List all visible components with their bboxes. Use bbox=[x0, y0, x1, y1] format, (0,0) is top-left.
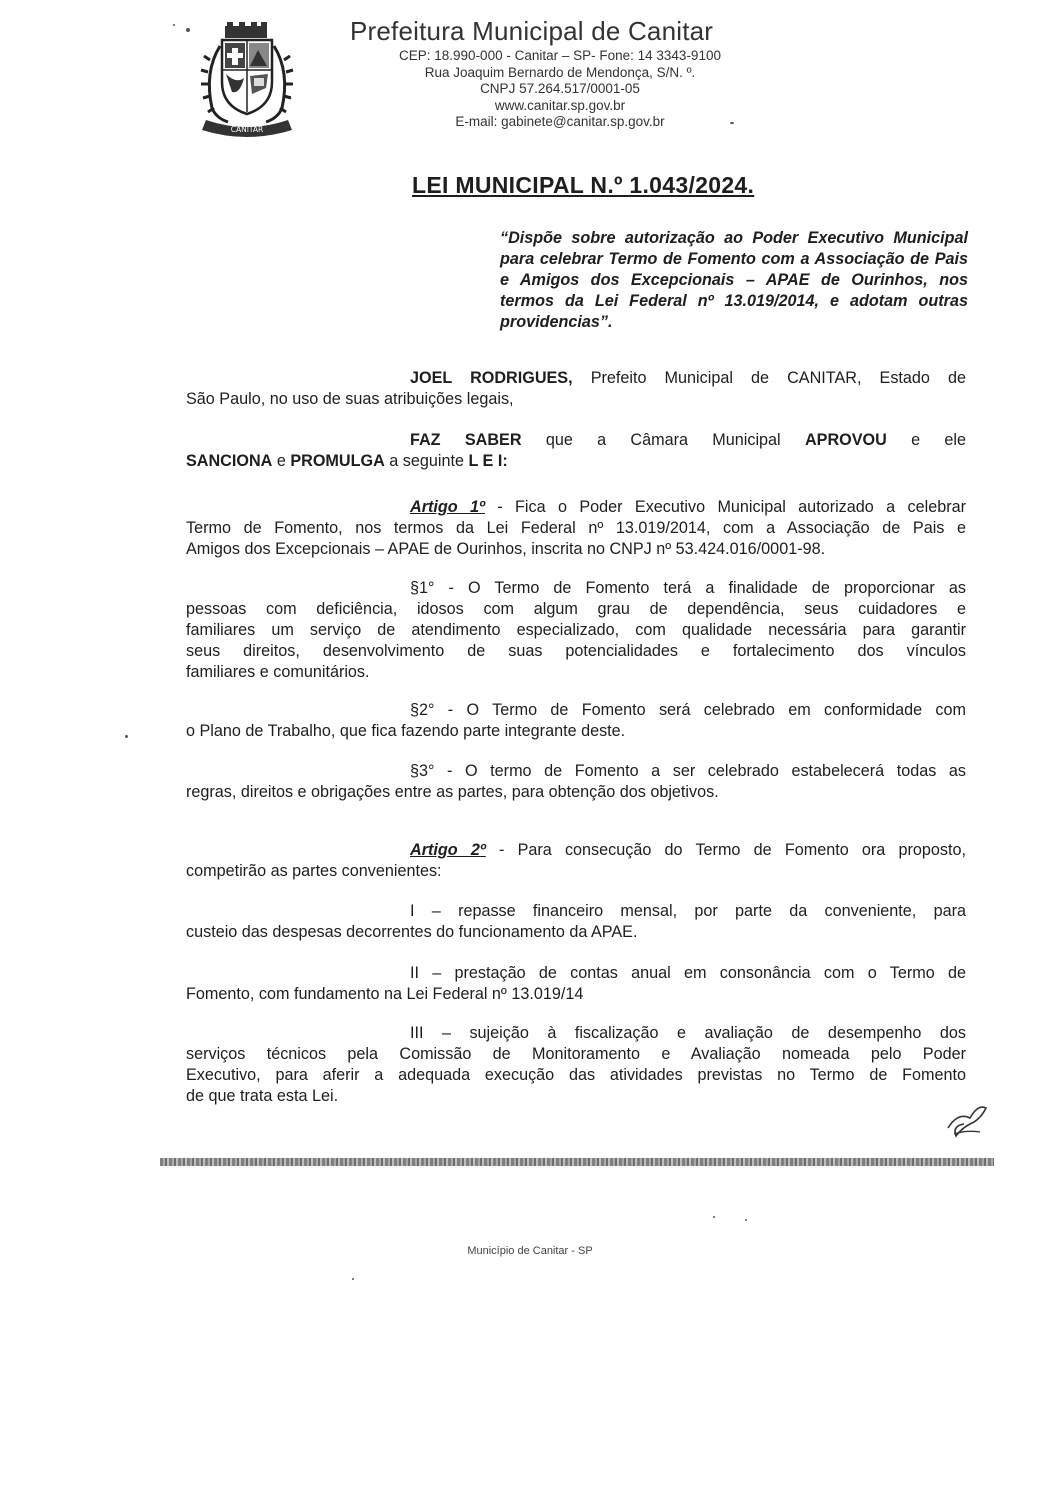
header-address: Rua Joaquim Bernardo de Mendonça, S/N. º. bbox=[424, 64, 696, 80]
enactment-paragraph: FAZ SABER que a Câmara Municipal APROVOU e ele SANCIONA e PROMULGA a seguinte L E I: bbox=[186, 431, 966, 470]
paragraph-3: §3° - O termo de Fomento a ser celebrado estabelecerá todas as regras, direitos e obrigações entre as partes, para obtenção dos objetivos. bbox=[186, 762, 966, 801]
scan-speck bbox=[745, 1219, 747, 1221]
mayor-name: JOEL RODRIGUES, bbox=[410, 369, 573, 387]
article-2-label: Artigo 2º bbox=[410, 841, 486, 859]
article-1-label: Artigo 1º bbox=[410, 498, 485, 516]
law-title: LEI MUNICIPAL N.º 1.043/2024. bbox=[412, 172, 755, 198]
signature-rubric bbox=[940, 1098, 990, 1142]
header-cep-phone: CEP: 18.990-000 - Canitar – SP- Fone: 14 3343-9100 bbox=[399, 48, 721, 63]
scan-speck bbox=[352, 1278, 354, 1280]
header-contact-info bbox=[350, 48, 770, 131]
svg-text:CANITAR: CANITAR bbox=[230, 125, 264, 134]
article-1-paragraph: Artigo 1º - Fica o Poder Executivo Municipal autorizado a celebrar Termo de Fomento, nos termos da Lei Federal nº 13.019/2014, com a Associação de Pais e Amigos dos Excepcionais – APAE de Ourinhos, inscrita no CNPJ nº 53.424.016/0001-98. bbox=[186, 498, 966, 558]
header-title: Prefeitura Municipal de Canitar bbox=[350, 16, 714, 46]
item-ii: II – prestação de contas anual em consonância com o Termo de Fomento, com fundamento na Lei Federal nº 13.019/14 bbox=[186, 964, 966, 1003]
footer-divider bbox=[160, 1158, 994, 1166]
footer-municipality: Município de Canitar - SP bbox=[467, 1245, 593, 1257]
paragraph-2: §2° - O Termo de Fomento será celebrado em conformidade com o Plano de Trabalho, que fica fazendo parte integrante deste. bbox=[186, 701, 966, 740]
scan-speck bbox=[713, 1216, 715, 1218]
scan-speck bbox=[730, 122, 734, 124]
item-iii: III – sujeição à fiscalização e avaliação de desempenho dos serviços técnicos pela Comissão de Monitoramento e Avaliação nomeada pelo Poder Executivo, para aferir a adequada execução das atividades previstas no Termo de Fomento de que trata esta Lei. bbox=[186, 1024, 966, 1105]
header-website: www.canitar.sp.gov.br bbox=[494, 97, 626, 113]
law-summary: “Dispõe sobre autorização ao Poder Executivo Municipal para celebrar Termo de Fomento com a Associação de Pais e Amigos dos Excepcionais – APAE de Ourinhos, nos termos da Lei Federal nº 13.019/2014, e adotam outras providencias”. bbox=[500, 229, 968, 331]
scan-speck bbox=[186, 28, 190, 32]
paragraph-1: §1° - O Termo de Fomento terá a finalidade de proporcionar as pessoas com deficiência, idosos com algum grau de dependência, seus cuidadores e familiares um serviço de atendimento especializado, com qualidade necessária para garantir seus direitos, desenvolvimento de suas potencialidades e fortalecimento dos vínculos familiares e comunitários. bbox=[186, 579, 966, 681]
article-2-paragraph: Artigo 2º - Para consecução do Termo de Fomento ora proposto, competirão as partes convenientes: bbox=[186, 841, 966, 880]
coat-of-arms-logo bbox=[192, 22, 302, 140]
item-i: I – repasse financeiro mensal, por parte da conveniente, para custeio das despesas decorrentes do funcionamento da APAE. bbox=[186, 902, 966, 941]
preamble-paragraph: JOEL RODRIGUES, Prefeito Municipal de CANITAR, Estado de São Paulo, no uso de suas atribuições legais, bbox=[186, 369, 967, 408]
scan-speck bbox=[173, 24, 175, 26]
header-email: E-mail: gabinete@canitar.sp.gov.br bbox=[455, 114, 665, 129]
scan-speck bbox=[125, 735, 128, 738]
header-cnpj: CNPJ 57.264.517/0001-05 bbox=[480, 81, 640, 96]
